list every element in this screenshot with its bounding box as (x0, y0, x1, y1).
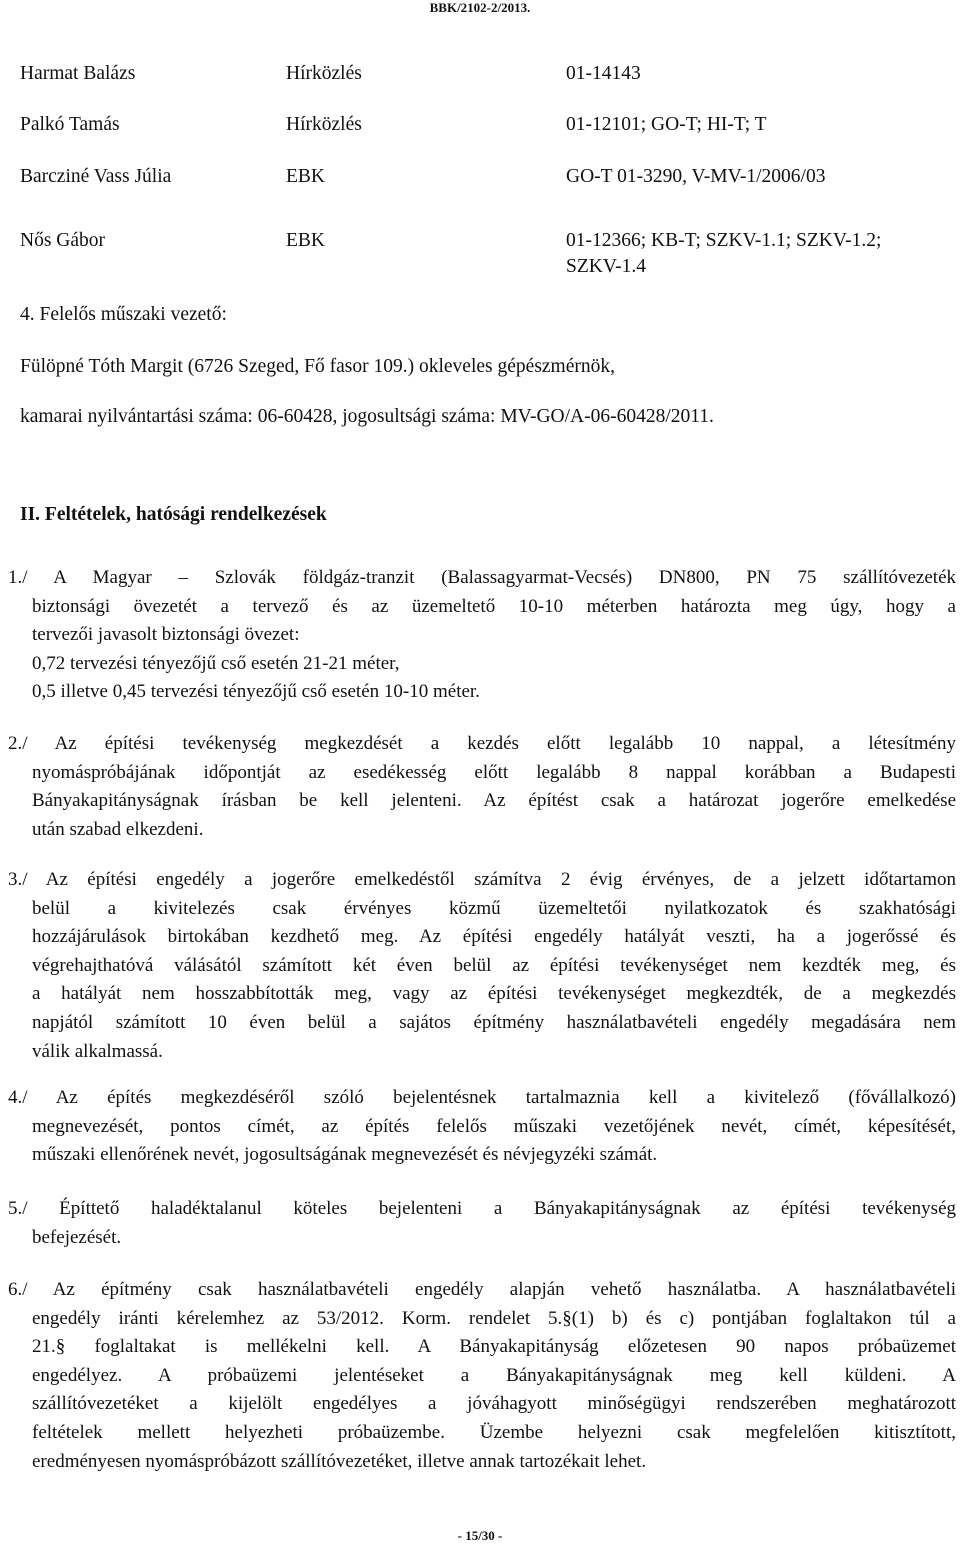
paragraph-line: 5./ Építtető haladéktalanul köteles bejelenteni a Bányakapitányságnak az építési tevékenység (8, 1198, 956, 1219)
paragraph-line: hozzájárulások birtokában kezdhető meg. Az építési engedély hatályát veszti, ha a jogerőssé és (32, 926, 956, 948)
paragraph-line: válik alkalmassá. (32, 1040, 163, 1062)
staff-name: Nős Gábor (20, 230, 106, 251)
staff-row (0, 164, 960, 190)
paragraph-5 (0, 1195, 960, 1252)
paragraph-3 (0, 866, 960, 1066)
staff-department: EBK (286, 230, 325, 251)
paragraph-line: 0,72 tervezési tényezőjű cső esetén 21-21 méter, (32, 652, 400, 674)
paragraph-line: engedély iránti kérelemhez az 53/2012. Korm. rendelet 5.§(1) b) és c) pontjában foglaltakon túl a (32, 1307, 956, 1329)
lead-registration-line: kamarai nyilvántartási száma: 06-60428, jogosultsági száma: MV-GO/A-06-60428/2011. (20, 406, 714, 427)
staff-row (0, 112, 960, 138)
staff-row (0, 61, 960, 87)
staff-department: Hírközlés (286, 63, 362, 84)
staff-row (0, 228, 960, 254)
paragraph-line: napjától számított 10 éven belül a sajátos építmény használatbavételi engedély megadására nem (32, 1011, 956, 1033)
paragraph-line: 1./ A Magyar – Szlovák földgáz-tranzit (Balassagyarmat-Vecsés) DN800, PN 75 szállítóvezeték (8, 567, 956, 588)
paragraph-line: 3./ Az építési engedély a jogerőre emelkedéstől számítva 2 évig érvényes, de a jelzett időtartamon (8, 869, 956, 890)
staff-department: Hírközlés (286, 114, 362, 135)
staff-row-continuation (0, 254, 960, 280)
staff-department: EBK (286, 166, 325, 187)
paragraph-line: biztonsági övezetét a tervező és az üzemeltető 10-10 méterben határozta meg úgy, hogy a (32, 595, 956, 617)
staff-qualification-continued: SZKV-1.4 (566, 256, 646, 277)
paragraph-line: eredményesen nyomáspróbázott szállítóvezetéket, illetve annak tartozékait lehet. (32, 1450, 647, 1472)
paragraph-line: befejezését. (32, 1226, 122, 1248)
staff-qualification: 01-12101; GO-T; HI-T; T (566, 114, 767, 135)
paragraph-line: engedélyez. A próbaüzemi jelentéseket a Bányakapitányságnak meg kell küldeni. A (32, 1364, 956, 1386)
paragraph-line: belül a kivitelezés csak érvényes közmű üzemeltetői nyilatkozatok és szakhatósági (32, 897, 956, 919)
lead-heading: 4. Felelős műszaki vezető: (20, 304, 227, 325)
staff-name: Barcziné Vass Júlia (20, 166, 172, 187)
paragraph-line: után szabad elkezdeni. (32, 818, 204, 840)
paragraph-line: szállítóvezetéket a kijelölt engedélyes a jóváhagyott minőségügyi rendszerében meghatározott (32, 1393, 956, 1415)
staff-qualification: 01-12366; KB-T; SZKV-1.1; SZKV-1.2; (566, 230, 882, 251)
paragraph-line: nyomáspróbájának időpontját az esedékesség előtt legalább 8 nappal korábban a Budapesti (32, 761, 956, 783)
page-number: - 15/30 - (457, 1528, 503, 1543)
paragraph-1 (0, 564, 960, 707)
paragraph-line: 2./ Az építési tevékenység megkezdését a kezdés előtt legalább 10 nappal, a létesítmény (8, 733, 956, 754)
staff-name: Palkó Tamás (20, 114, 120, 135)
paragraph-line: 6./ Az építmény csak használatbavételi engedély alapján vehető használatba. A használatbavételi (8, 1279, 956, 1300)
paragraph-line: tervezői javasolt biztonsági övezet: (32, 624, 300, 646)
paragraph-line: műszaki ellenőrének nevét, jogosultságának megnevezését és névjegyzéki számát. (32, 1144, 658, 1166)
staff-name: Harmat Balázs (20, 63, 136, 84)
paragraph-line: feltételek mellett helyezheti próbaüzembe. Üzembe helyezni csak megfelelően kitisztított, (32, 1421, 956, 1443)
staff-qualification: 01-14143 (566, 63, 641, 84)
paragraph-line: végrehajthatóvá válásától számított két éven belül az építési tevékenységet nem kezdték meg, és (32, 954, 956, 976)
paragraph-4 (0, 1084, 960, 1170)
paragraph-line: megnevezését, pontos címét, az építés felelős műszaki vezetőjének nevét, címét, képesítését, (32, 1115, 956, 1137)
paragraph-line: 0,5 illetve 0,45 tervezési tényezőjű cső esetén 10-10 méter. (32, 681, 480, 703)
paragraph-6 (0, 1276, 960, 1476)
paragraph-line: Bányakapitányságnak írásban be kell jelenteni. Az építést csak a határozat jogerőre emelkedése (32, 790, 956, 812)
lead-name-line: Fülöpné Tóth Margit (6726 Szeged, Fő fasor 109.) okleveles gépészmérnök, (20, 356, 615, 377)
paragraph-line: 4./ Az építés megkezdéséről szóló bejelentésnek tartalmaznia kell a kivitelező (fővállalkozó) (8, 1087, 956, 1108)
paragraph-line: a hatályát nem hosszabbították meg, vagy az építési tevékenységet megkezdték, de a megkezdés (32, 983, 956, 1005)
staff-qualification: GO-T 01-3290, V-MV-1/2006/03 (566, 166, 826, 187)
document-id-header: BBK/2102-2/2013. (429, 0, 531, 15)
paragraph-2 (0, 730, 960, 844)
section-title: II. Feltételek, hatósági rendelkezések (20, 504, 327, 525)
paragraph-line: 21.§ foglaltakat is mellékelni kell. A Bányakapitányság előzetesen 90 napos próbaüzemet (32, 1336, 956, 1358)
